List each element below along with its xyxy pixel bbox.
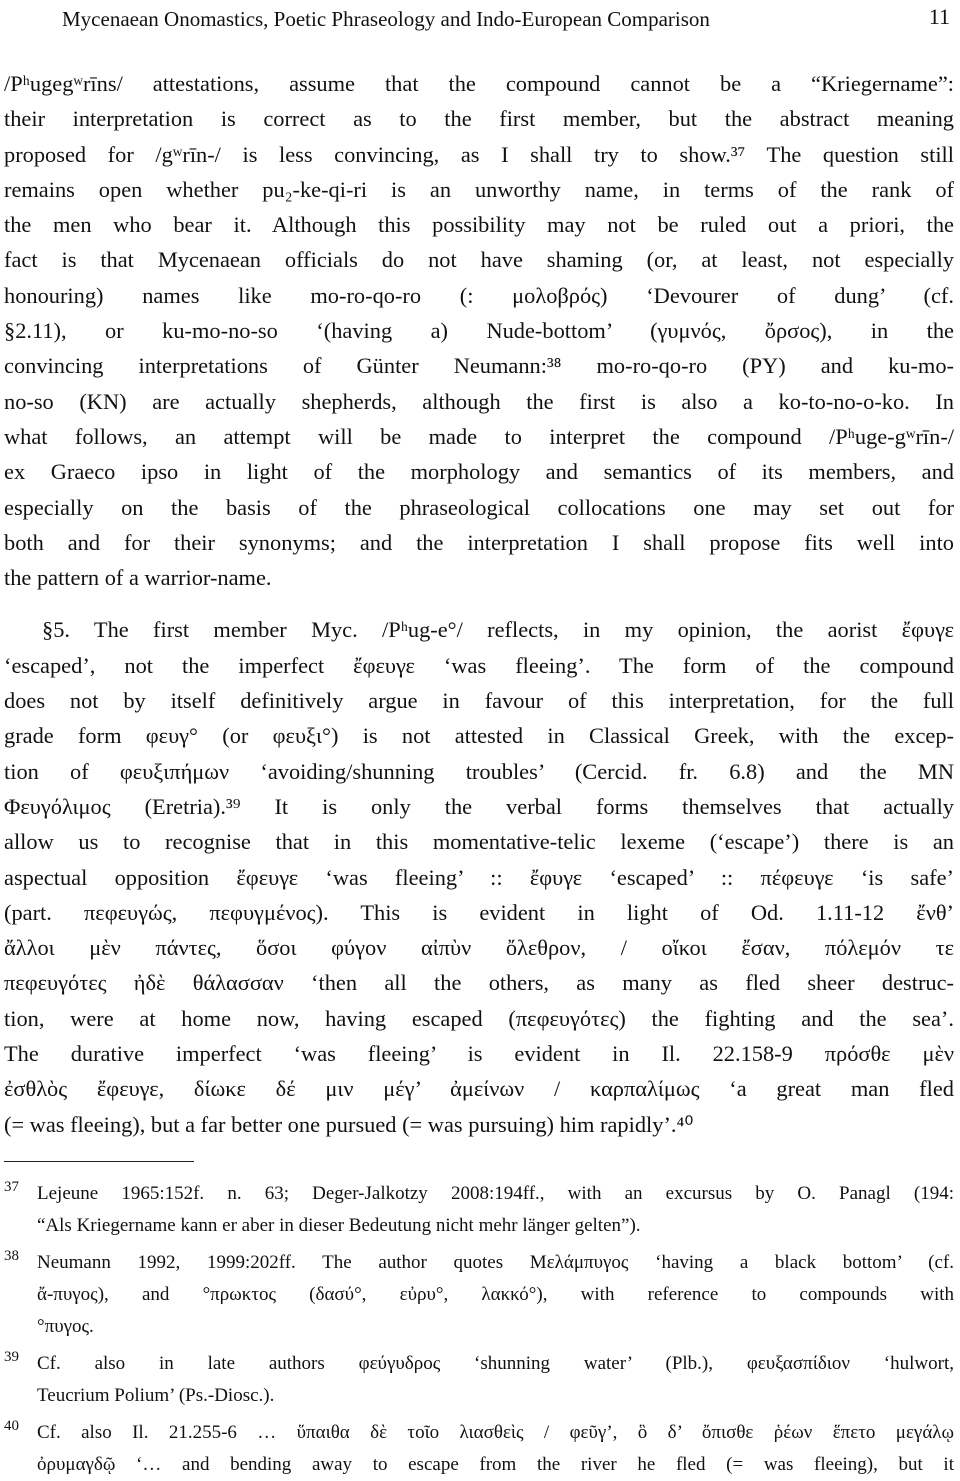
footnote-number: 37 — [4, 1179, 19, 1195]
text-line: remains open whether pu₂-ke-qi-ri is an unworthy name, in terms of the rank of — [4, 176, 954, 202]
footnote-line: ἄ-πυγος), and °πρωκτος (δασύ°, εὐρυ°, λακκό°), with reference to compounds with — [37, 1284, 954, 1305]
text-line: the pattern of a warrior-name. — [4, 565, 272, 591]
main-text — [4, 66, 954, 1142]
footnotes — [4, 1178, 954, 1481]
footnote-divider — [4, 1161, 194, 1162]
text-line: The durative imperfect ‘was fleeing’ is evident in Il. 22.158-9 πρόσθε μὲν — [4, 1041, 954, 1067]
section-5-heading-line: §5. The first member Myc. /Pʰug-e°/ reflects, in my opinion, the aorist ἔφυγε — [42, 617, 954, 643]
footnote-40 — [4, 1417, 954, 1481]
text-line: aspectual opposition ἔφευγε ‘was fleeing’ :: ἔφυγε ‘escaped’ :: πέφευγε ‘is safe’ — [4, 864, 954, 890]
text-line: especially on the basis of the phraseological collocations one may set out for — [4, 494, 954, 520]
footnote-38 — [4, 1247, 954, 1343]
footnote-number: 38 — [4, 1248, 19, 1264]
footnote-line: Lejeune 1965:152f. n. 63; Deger-Jalkotzy 2008:194ff., with an excursus by O. Panagl (194: — [37, 1183, 954, 1204]
footnote-line: ὀρυμαγδῷ ‘… and bending away to escape from the river he fled (= was fleeing), but it — [37, 1454, 954, 1475]
text-line: §2.11), or ku-mo-no-so ‘(having a) Nude-bottom’ (γυμνός, ὄρσος), in the — [4, 318, 954, 344]
text-line: does not by itself definitively argue in favour of this interpretation, for the full — [4, 688, 954, 714]
text-line: tion, were at home now, having escaped (πεφευγότες) the fighting and the sea’. — [4, 1005, 954, 1031]
text-line: grade form φευγ° (or φευξι°) is not attested in Classical Greek, with the excep- — [4, 723, 954, 749]
paragraph-gap — [4, 595, 954, 612]
text-line: no-so (KN) are actually shepherds, although the first is also a ko-to-no-o-ko. In — [4, 388, 954, 414]
page-number: 11 — [928, 4, 950, 29]
text-line: the men who bear it. Although this possibility may not be ruled out a priori, the — [4, 212, 954, 238]
text-line: ex Graeco ipso in light of the morphology and semantics of its members, and — [4, 459, 954, 485]
text-line: ‘escaped’, not the imperfect ἔφευγε ‘was fleeing’. The form of the compound — [4, 652, 954, 678]
text-line: their interpretation is correct as to the first member, but the abstract meaning — [4, 106, 954, 132]
text-line: ἄλλοι μὲν πάντες, ὅσοι φύγον αἰπὺν ὄλεθρον, / οἴκοι ἔσαν, πόλεμόν τε — [4, 935, 954, 961]
footnote-39 — [4, 1348, 954, 1412]
footnote-number: 40 — [4, 1418, 19, 1434]
footnote-line: °πυγος. — [37, 1316, 94, 1337]
footnote-line: Neumann 1992, 1999:202ff. The author quotes Μελάμπυγος ‘having a black bottom’ (cf. — [37, 1252, 954, 1273]
text-line: convincing interpretations of Günter Neumann:³⁸ mo-ro-qo-ro (PY) and ku-mo- — [4, 353, 954, 379]
text-line: allow us to recognise that in this momentative-telic lexeme (‘escape’) there is an — [4, 829, 954, 855]
text-line: πεφευγότες ἠδὲ θάλασσαν ‘then all the others, as many as fled sheer destruc- — [4, 970, 954, 996]
text-line: ἐσθλὸς ἔφευγε, δίωκε δέ μιν μέγ’ ἀμείνων / καρπαλίμως ‘a great man fled — [4, 1076, 954, 1102]
text-line: honouring) names like mo-ro-qo-ro (: μολοβρός) ‘Devourer of dung’ (cf. — [4, 282, 954, 308]
text-line: what follows, an attempt will be made to interpret the compound /Pʰuge-gʷrīn-/ — [4, 423, 954, 449]
footnote-37 — [4, 1178, 954, 1242]
footnote-line: Cf. also in late authors φεύγυδρος ‘shunning water’ (Plb.), φευξασπίδιον ‘hulwort, — [37, 1353, 954, 1374]
text-line: tion of φευξιπήμων ‘avoiding/shunning troubles’ (Cercid. fr. 6.8) and the MN — [4, 758, 954, 784]
footnote-number: 39 — [4, 1349, 19, 1365]
footnote-line: Cf. also Il. 21.255-6 … ὕπαιθα δὲ τοῖο λιασθεὶς / φεῦγ’, ὃ δ’ ὄπισθε ῥέων ἕπετο μεγάλῳ — [37, 1422, 954, 1443]
text-line: both and for their synonyms; and the interpretation I shall propose fits well into — [4, 529, 954, 555]
running-title: Mycenaean Onomastics, Poetic Phraseology and Indo-European Comparison — [62, 7, 710, 31]
text-line: proposed for /gʷrīn-/ is less convincing, as I shall try to show.³⁷ The question still — [4, 141, 954, 167]
text-line: fact is that Mycenaean officials do not have shaming (or, at least, not especially — [4, 247, 954, 273]
text-line: /Pʰugegʷrīns/ attestations, assume that the compound cannot be a “Kriegername”: — [4, 71, 954, 96]
text-line: (part. πεφευγώς, πεφυγμένος). This is evident in light of Od. 1.11-12 ἔνθ’ — [4, 899, 954, 925]
text-line: (= was fleeing), but a far better one pursued (= was pursuing) him rapidly’.⁴⁰ — [4, 1111, 694, 1137]
footnote-line: Teucrium Polium’ (Ps.-Diosc.). — [37, 1385, 275, 1406]
footnote-line: “Als Kriegername kann er aber in dieser Bedeutung nicht mehr länger gelten”). — [37, 1215, 641, 1236]
text-line: Φευγόλιμος (Eretria).³⁹ It is only the verbal forms themselves that actually — [4, 793, 954, 819]
